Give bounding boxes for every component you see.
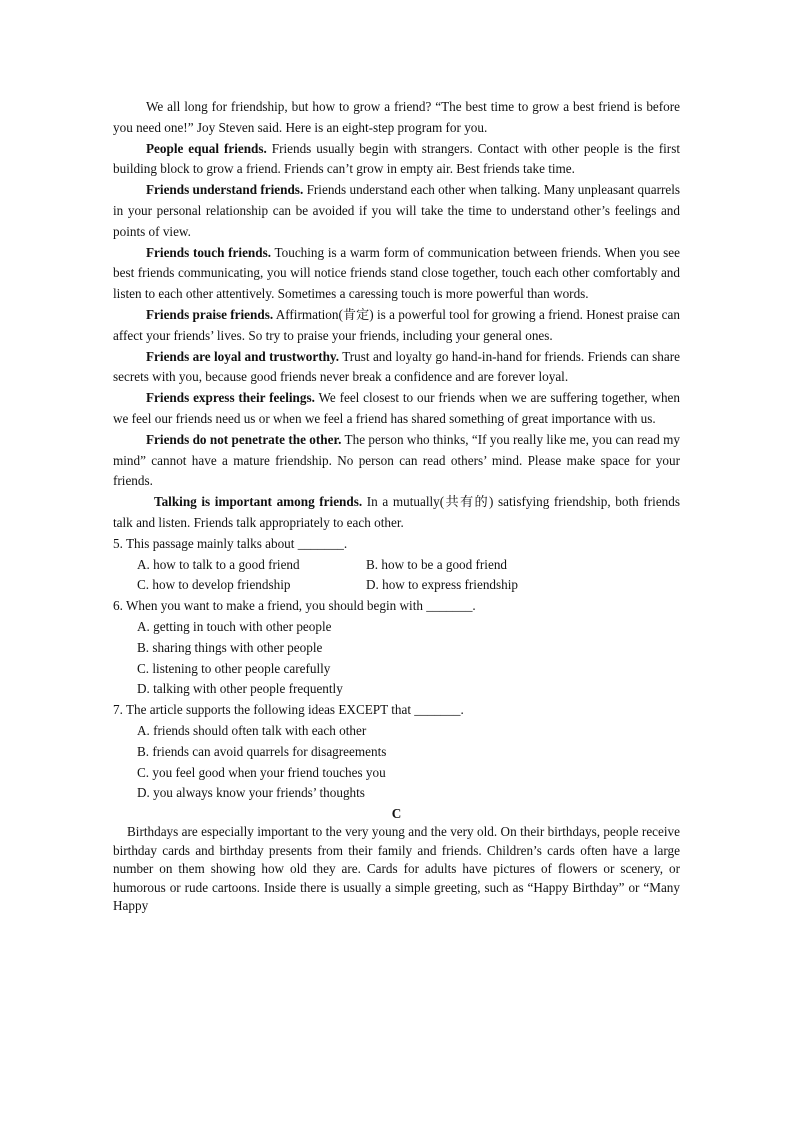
option-a: A. how to talk to a good friend [137,556,300,572]
question-5-stem: 5. This passage mainly talks about _______. [113,535,348,551]
question-5-options-row-1 [113,555,680,576]
step-paragraph-1 [113,139,680,181]
option-b: B. friends can avoid quarrels for disagreements [137,743,387,759]
option-c: C. listening to other people carefully [137,660,331,676]
step-title: Friends do not penetrate the other. [146,431,342,447]
step-text: Friends understand each other when talking. Many unpleasant quarrels in your personal relationship can be avoided if you will take the time to understand other’s feelings and points of view. [113,182,680,239]
option-c: C. you feel good when your friend touches you [137,764,386,780]
step-title: Friends are loyal and trustworthy. [146,348,340,364]
intro-paragraph: We all long for friendship, but how to grow a friend? “The best time to grow a best friend is before you need one!” Joy Steven said. Here is an eight-step program for you. [113,99,680,135]
step-paragraph-6 [113,388,680,430]
option-b: B. sharing things with other people [137,639,323,655]
step-text: The person who thinks, “If you really like me, you can read my mind” cannot have a mature friendship. No person can read others’ mind. Please make space for your friends. [113,431,680,489]
step-paragraph-8 [113,492,680,534]
option-a: A. getting in touch with other people [137,618,332,634]
step-text: Touching is a warm form of communication between friends. When you see best friends communicating, you will notice friends stand close together, touch each other comfortably and listen to each other attentively. Sometimes a caressing touch is more powerful than words. [113,244,681,302]
step-title: Friends understand friends. [146,182,304,198]
step-text: Friends usually begin with strangers. Contact with other people is the first building block to grow a friend. Friends can’t grow in empty air. Best friends take time. [113,140,680,177]
step-paragraph-5 [113,347,680,389]
step-text: We feel closest to our friends when we are suffering together, when we feel our friends need us or when we feel a friend has shared something of great importance with us. [113,390,680,426]
step-title: Friends express their feelings. [146,390,315,406]
option-d: D. you always know your friends’ thoughts [137,785,365,801]
step-paragraph-4 [113,305,680,347]
step-title: People equal friends. [146,140,267,156]
step-title: Friends praise friends. [146,306,274,322]
step-paragraph-7 [113,430,680,492]
section-c-paragraph: Birthdays are especially important to the very young and the very old. On their birthdays, people receive birthday cards and birthday presents from their family and friends. Children’s cards often have a large number on them showing how old they are. Cards for adults have pictures of flowers or scenery, or humorous or rude cartoons. Inside there is usually a simple greeting, such as “Happy Birthday” or “Many Happy [113,824,680,914]
option-c: C. how to develop friendship [137,577,291,593]
question-5-options-row-2 [113,575,680,596]
option-a: A. friends should often talk with each other [137,722,367,738]
question-7-stem: 7. The article supports the following ideas EXCEPT that _______. [113,702,464,718]
step-text: In a mutually(共有的) satisfying friendship, both friends talk and listen. Friends talk appropriately to each other. [113,494,680,530]
step-paragraph-2 [113,180,680,242]
step-paragraph-3 [113,243,680,305]
step-title: Talking is important among friends. [154,494,363,510]
step-text: Affirmation(肯定) is a powerful tool for growing a friend. Honest praise can affect your friends’ lives. So try to praise your friends, including your general ones. [113,306,680,343]
question-6-stem: 6. When you want to make a friend, you should begin with _______. [113,598,476,614]
step-title: Friends touch friends. [146,244,272,260]
option-d: D. talking with other people frequently [137,681,343,697]
option-d: D. how to express friendship [366,577,518,593]
option-b: B. how to be a good friend [366,556,508,572]
section-c-title: C [391,806,402,822]
step-text: Trust and loyalty go hand-in-hand for friends. Friends can share secrets with you, because good friends never break a confidence and are forever loyal. [113,348,680,385]
document-page [113,97,680,916]
